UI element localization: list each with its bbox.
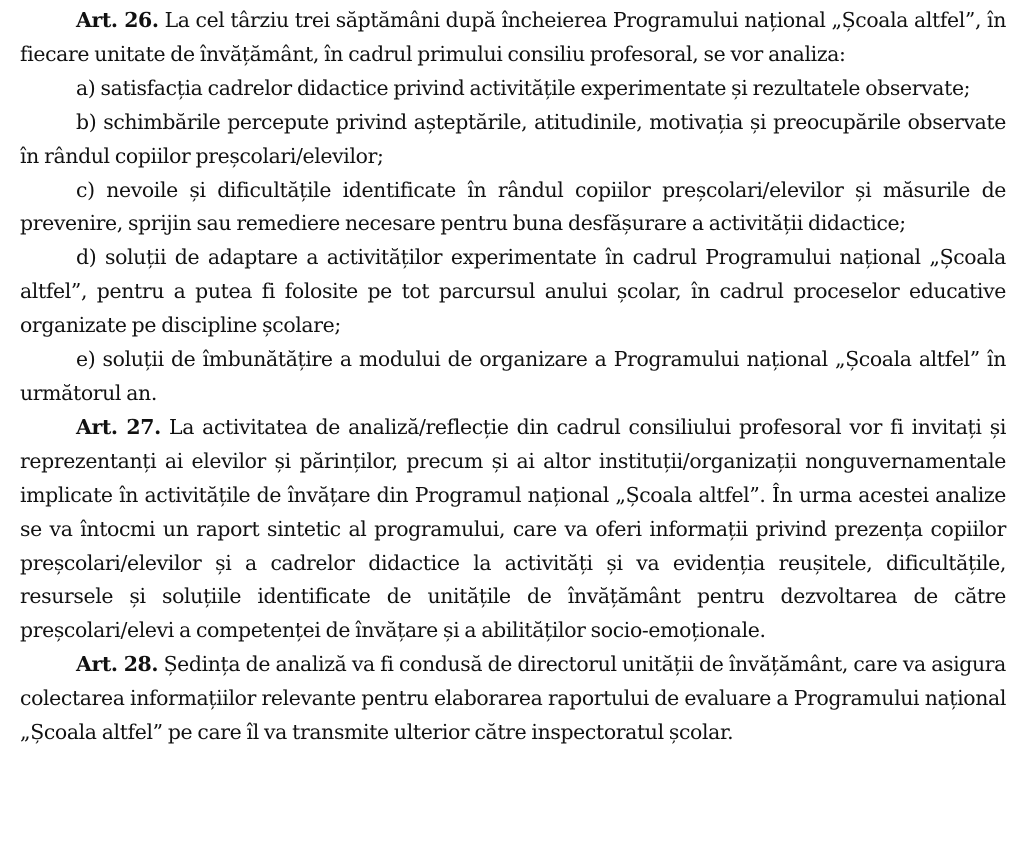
article-26-text: La cel târziu trei săptămâni după încheierea Programului național „Școala altfel”, în fiecare unitate de învățământ, în cadrul primului consiliu profesoral, se vor analiza: xyxy=(20,8,1006,66)
article-26-item-a: a) satisfacția cadrelor didactice privind activitățile experimentate și rezultatele observate; xyxy=(76,75,971,100)
article-26 xyxy=(20,4,1006,72)
article-26-item-b: b) schimbările percepute privind așteptările, atitudinile, motivația și preocupările observate în rândul copiilor preșcolari/elevilor; xyxy=(20,109,1006,168)
article-27-label: Art. 27. xyxy=(76,414,161,439)
article-26-item-e: e) soluții de îmbunătățire a modului de organizare a Programului național „Școala altfel” în următorul an. xyxy=(20,347,1006,405)
article-28-text: Ședința de analiză va fi condusă de directorul unității de învățământ, care va asigura colectarea informațiilor relevante pentru elaborarea raportului de evaluare a Programului național „Școala altfel” pe care îl va transmite ulterior către inspectoratul școlar. xyxy=(20,652,1006,745)
article-26-item-c: c) nevoile și dificultățile identificate în rândul copiilor preșcolari/elevilor și măsurile de prevenire, sprijin sau remediere necesare pentru buna desfășurare a activității didactice; xyxy=(20,177,1006,236)
article-27-text: La activitatea de analiză/reflecție din cadrul consiliului profesoral vor fi invitați și reprezentanți ai elevilor și părinților, precum și ai altor instituții/organizații nonguvernamentale implicate în activitățile de învățare din Programul național „Școala altfel”. În urma acestei analize se va întocmi un raport sintetic al programului, care va oferi informații privind prezența copiilor preșcolari/elevilor și a cadrelor didactice la activități și va evidenția reușitele, dificultățile, resursele și soluțiile identificate de unitățile de învățământ pentru dezvoltarea de către preșcolari/elevi a competenței de învățare și a abilităților socio-emoționale. xyxy=(20,414,1006,643)
article-28-label: Art. 28. xyxy=(76,652,159,677)
article-26-item-d: d) soluții de adaptare a activităților experimentate în cadrul Programului național „Școala altfel”, pentru a putea fi folosite pe tot parcursul anului școlar, în cadrul proceselor educative organizate pe discipline școlare; xyxy=(20,245,1006,338)
article-28 xyxy=(20,648,1006,750)
article-26-label: Art. 26. xyxy=(76,8,159,32)
article-27 xyxy=(20,411,1006,648)
